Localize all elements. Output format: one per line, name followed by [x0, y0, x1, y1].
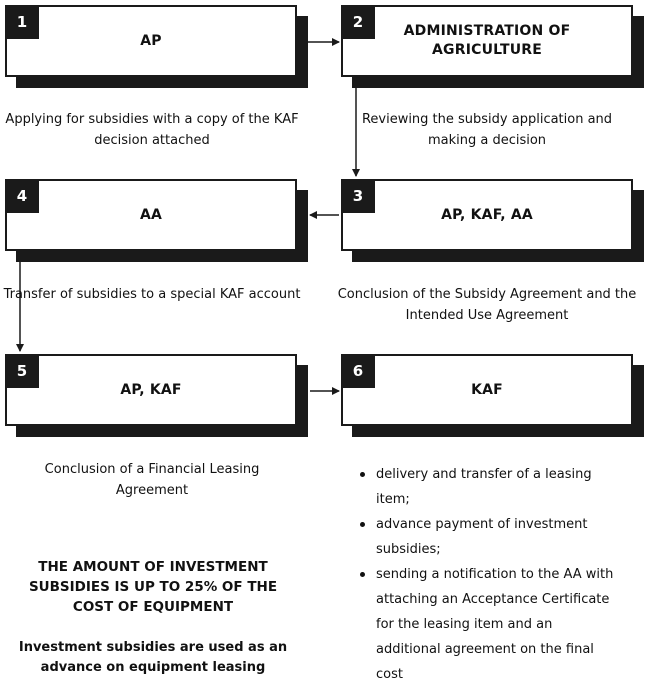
step-5-number-badge: 5: [5, 354, 39, 388]
bullet-text: advance payment of investment subsidies;: [376, 517, 588, 557]
investment-note-subtitle: Investment subsidies are used as an advance on equipment leasing: [18, 640, 288, 675]
step-1-number-badge: 1: [5, 5, 39, 39]
step-4-card: [5, 179, 297, 251]
step-2-card: [341, 5, 633, 77]
step-4-description: Transfer of subsidies to a special KAF account: [3, 287, 301, 302]
step-6-number-badge: 6: [341, 354, 375, 388]
step-1-title: AP: [140, 32, 162, 49]
bullet-icon: [360, 522, 365, 527]
card-face: [5, 5, 297, 77]
step-3-title: AP, KAF, AA: [441, 206, 533, 223]
card-face: [341, 5, 633, 77]
step-4-number-badge: 4: [5, 179, 39, 213]
list-item: [358, 512, 620, 562]
step-5-card: [5, 354, 297, 426]
card-face: [341, 354, 633, 426]
step-2-title: ADMINISTRATION OF AGRICULTURE: [403, 23, 571, 58]
card-face: [5, 354, 297, 426]
step-6-bullet-list: [358, 462, 620, 687]
bullet-icon: [360, 572, 365, 577]
list-item: [358, 462, 620, 512]
step-6-title: KAF: [471, 381, 503, 398]
list-item: [358, 562, 620, 687]
bullet-icon: [360, 472, 365, 477]
step-3-description: Conclusion of the Subsidy Agreement and the Intended Use Agreement: [337, 287, 637, 323]
step-2-number-badge: 2: [341, 5, 375, 39]
step-1-card: [5, 5, 297, 77]
step-2-description: Reviewing the subsidy application and making a decision: [361, 112, 613, 148]
step-3-number-badge: 3: [341, 179, 375, 213]
step-6-card: [341, 354, 633, 426]
step-3-card: [341, 179, 633, 251]
bullet-text: delivery and transfer of a leasing item;: [376, 467, 592, 507]
step-5-description: Conclusion of a Financial Leasing Agreement: [44, 462, 260, 498]
card-face: [341, 179, 633, 251]
bullet-text: sending a notification to the AA with attaching an Acceptance Certificate for the leasing item and an additional agreement on the final cost: [376, 567, 614, 682]
step-5-title: AP, KAF: [120, 381, 182, 398]
step-4-title: AA: [139, 206, 163, 223]
step-1-description: Applying for subsidies with a copy of the KAF decision attached: [5, 112, 299, 148]
investment-note-title: THE AMOUNT OF INVESTMENT SUBSIDIES IS UP TO 25% OF THE COST OF EQUIPMENT: [28, 559, 278, 615]
card-face: [5, 179, 297, 251]
